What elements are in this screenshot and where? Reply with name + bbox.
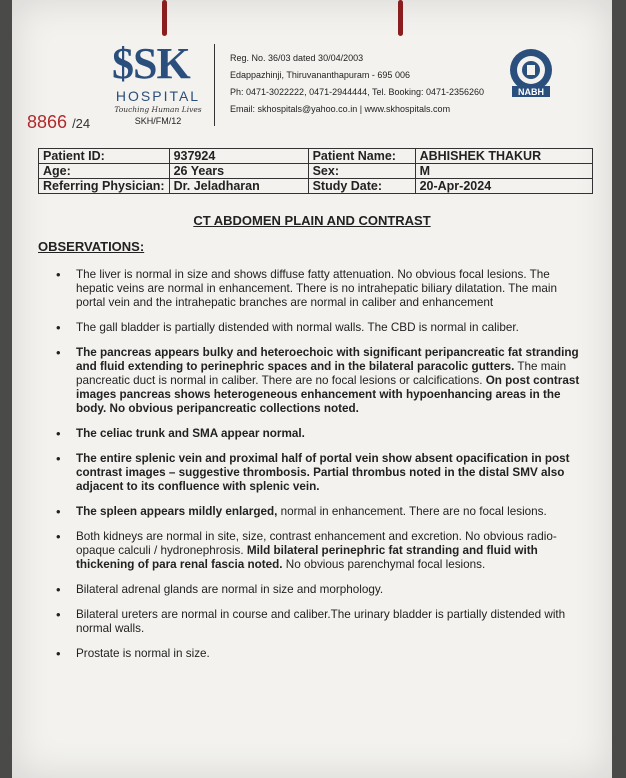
serial-suffix: /24 [72,116,91,131]
observation-item [52,530,587,572]
observation-text: No obvious parenchymal focal lesions. [282,558,486,571]
observation-item [52,647,587,661]
observation-text: The pancreas appears bulky and heteroechoic with significant peripancreatic fat stranding and fluid extending to perinephric spaces and in the bilateral paracolic gutters. [76,346,579,373]
observation-text: The spleen appears mildly enlarged, [76,505,278,518]
observation-text: The main pancreatic duct is normal in caliber. There are no focal lesions or calcifications. [76,360,567,387]
observation-text: The gall bladder is partially distended with normal walls. The CBD is normal in caliber. [76,321,519,334]
nabh-label: NABH [518,87,544,97]
contact-block [230,50,484,118]
observations-list [52,268,587,672]
patient-id-label: Patient ID: [39,149,170,164]
serial-number [27,112,90,133]
observation-text: The celiac trunk and SMA appear normal. [76,427,305,440]
observation-text: On post contrast images pancreas shows heterogeneous enhancement with hypoenhancing areas in the body. No obvious peripancreatic collections noted. [76,374,580,415]
patient-id-value: 937924 [169,149,308,164]
registration-line: Reg. No. 36/03 dated 30/04/2003 [230,53,364,63]
patient-name-label: Patient Name: [308,149,415,164]
physician-label: Referring Physician: [39,179,170,194]
observation-item [52,427,587,441]
observation-text: Both kidneys are normal in site, size, contrast enhancement and excretion. No obvious radio-opaque calculi / hydronephrosis. [76,530,557,557]
observation-text: Bilateral ureters are normal in course and caliber.The urinary bladder is partially distended with normal walls. [76,608,566,635]
observation-text: Prostate is normal in size. [76,647,210,660]
observation-item [52,268,587,310]
file-tag-left [162,0,167,36]
file-tag-right [398,0,403,36]
logo-mark: $SK [112,39,190,88]
study-date-value: 20-Apr-2024 [415,179,592,194]
hospital-logo [112,39,222,126]
nabh-badge-icon [508,46,554,100]
serial-value: 8866 [27,112,68,132]
header-divider [214,44,215,126]
patient-info-table [38,148,593,194]
logo-tagline: Touching Human Lives [114,105,202,114]
observation-item [52,608,587,636]
observation-item [52,505,587,519]
table-row [39,179,593,194]
physician-value: Dr. Jeladharan [169,179,308,194]
patient-name-value: ABHISHEK THAKUR [415,149,592,164]
sex-value: M [415,164,592,179]
observation-text: normal in enhancement. There are no focal lesions. [277,505,547,518]
observation-item [52,452,587,494]
observation-item [52,583,587,597]
email-line: Email: skhospitals@yahoo.co.in | www.skhospitals.com [230,104,451,114]
address-line: Edappazhinji, Thiruvananthapuram - 695 006 [230,70,410,80]
table-row [39,164,593,179]
age-label: Age: [39,164,170,179]
observation-text: Bilateral adrenal glands are normal in size and morphology. [76,583,384,596]
logo-name: HOSPITAL [115,88,201,104]
observation-text: The entire splenic vein and proximal half of portal vein show absent opacification in post contrast images – suggestive thrombosis. Partial thrombus noted in the distal SMV also adjacent to its confluence with splenic vein. [76,452,570,493]
report-title: CT ABDOMEN PLAIN AND CONTRAST [193,213,431,228]
observation-text: The liver is normal in size and shows diffuse fatty attenuation. No obvious focal lesions. The hepatic veins are normal in enhancement. There is no intrahepatic biliary dilatation. The main portal vein and the intrahepatic branches are normal in caliber and enhancement [76,268,557,309]
phone-line: Ph: 0471-3022222, 0471-2944444, Tel. Booking: 0471-2356260 [230,87,485,97]
sex-label: Sex: [308,164,415,179]
age-value: 26 Years [169,164,308,179]
table-row [39,149,593,164]
study-date-label: Study Date: [308,179,415,194]
observations-heading: OBSERVATIONS: [38,239,145,254]
observation-text: Mild bilateral perinephric fat stranding and fluid with thickening of para renal fascia noted. [76,544,538,571]
form-code: SKH/FM/12 [134,116,182,126]
observation-item [52,321,587,335]
observation-item [52,346,587,416]
report-sheet [12,0,612,778]
